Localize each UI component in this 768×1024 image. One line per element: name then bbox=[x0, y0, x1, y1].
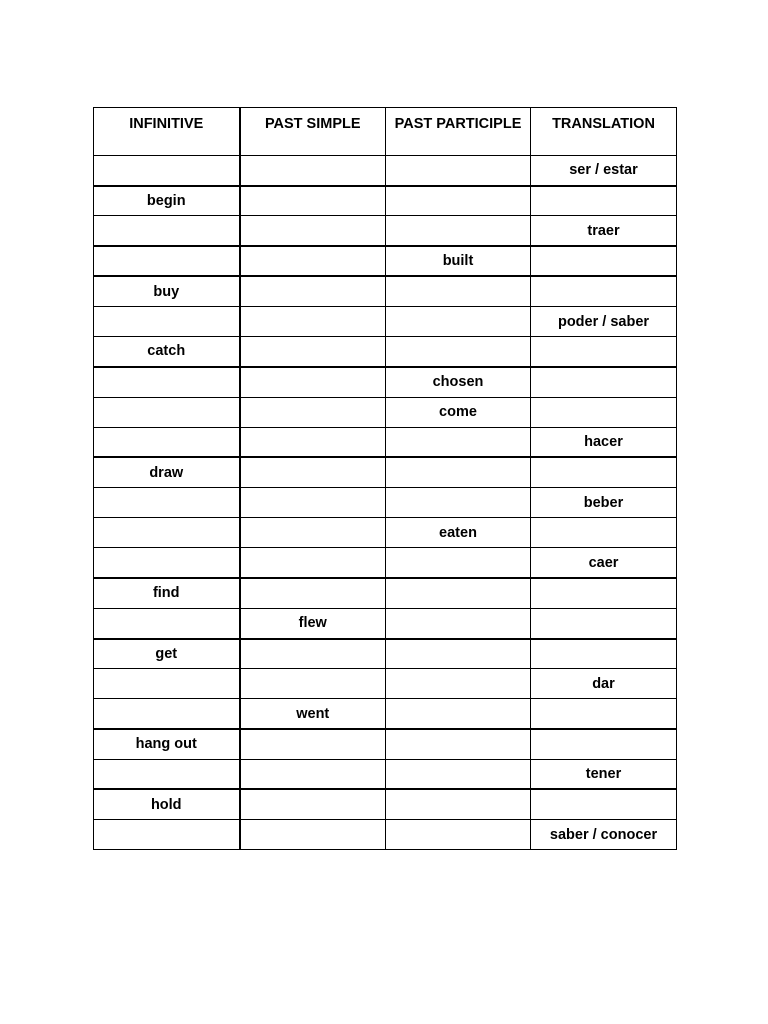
cell-infinitive bbox=[94, 548, 240, 578]
cell-past-participle bbox=[386, 639, 531, 669]
cell-translation: saber / conocer bbox=[531, 820, 677, 850]
cell-infinitive bbox=[94, 669, 240, 699]
header-row bbox=[94, 108, 677, 156]
table-row bbox=[94, 789, 677, 819]
cell-past-participle bbox=[386, 669, 531, 699]
cell-past-participle bbox=[386, 156, 531, 186]
cell-past-simple bbox=[240, 337, 386, 367]
table-row bbox=[94, 276, 677, 306]
cell-translation bbox=[531, 608, 677, 638]
table-row bbox=[94, 699, 677, 729]
table-row bbox=[94, 216, 677, 246]
cell-past-simple bbox=[240, 639, 386, 669]
cell-translation: dar bbox=[531, 669, 677, 699]
cell-past-participle: come bbox=[386, 397, 531, 427]
cell-translation bbox=[531, 367, 677, 397]
table-row bbox=[94, 759, 677, 789]
cell-past-participle bbox=[386, 729, 531, 759]
table-row bbox=[94, 186, 677, 216]
cell-infinitive: hold bbox=[94, 789, 240, 819]
table-row bbox=[94, 639, 677, 669]
table-row bbox=[94, 488, 677, 518]
cell-translation: poder / saber bbox=[531, 306, 677, 336]
table-row bbox=[94, 578, 677, 608]
cell-translation bbox=[531, 337, 677, 367]
cell-past-participle bbox=[386, 789, 531, 819]
cell-translation bbox=[531, 186, 677, 216]
cell-infinitive bbox=[94, 156, 240, 186]
cell-infinitive: hang out bbox=[94, 729, 240, 759]
cell-past-simple bbox=[240, 789, 386, 819]
table-row bbox=[94, 367, 677, 397]
cell-translation: hacer bbox=[531, 427, 677, 457]
cell-infinitive bbox=[94, 608, 240, 638]
cell-past-participle bbox=[386, 548, 531, 578]
cell-infinitive: buy bbox=[94, 276, 240, 306]
cell-translation: beber bbox=[531, 488, 677, 518]
header-past-simple: PAST SIMPLE bbox=[240, 108, 386, 156]
table-row bbox=[94, 729, 677, 759]
cell-translation bbox=[531, 457, 677, 487]
cell-translation bbox=[531, 699, 677, 729]
cell-past-participle bbox=[386, 699, 531, 729]
cell-infinitive bbox=[94, 397, 240, 427]
cell-past-simple bbox=[240, 457, 386, 487]
cell-infinitive bbox=[94, 427, 240, 457]
cell-infinitive bbox=[94, 216, 240, 246]
table-row bbox=[94, 397, 677, 427]
table-row bbox=[94, 608, 677, 638]
cell-infinitive: begin bbox=[94, 186, 240, 216]
cell-past-simple: flew bbox=[240, 608, 386, 638]
cell-past-simple bbox=[240, 306, 386, 336]
cell-translation bbox=[531, 518, 677, 548]
table-row bbox=[94, 246, 677, 276]
cell-translation bbox=[531, 639, 677, 669]
cell-past-participle: built bbox=[386, 246, 531, 276]
cell-infinitive bbox=[94, 820, 240, 850]
cell-translation bbox=[531, 397, 677, 427]
cell-past-participle: chosen bbox=[386, 367, 531, 397]
cell-translation bbox=[531, 729, 677, 759]
cell-past-simple bbox=[240, 729, 386, 759]
table-row bbox=[94, 337, 677, 367]
header-past-participle: PAST PARTICIPLE bbox=[386, 108, 531, 156]
cell-past-participle bbox=[386, 759, 531, 789]
cell-past-simple bbox=[240, 669, 386, 699]
cell-past-participle bbox=[386, 457, 531, 487]
cell-past-participle: eaten bbox=[386, 518, 531, 548]
table-row bbox=[94, 457, 677, 487]
cell-past-participle bbox=[386, 306, 531, 336]
cell-past-simple bbox=[240, 427, 386, 457]
cell-infinitive: catch bbox=[94, 337, 240, 367]
cell-past-simple bbox=[240, 518, 386, 548]
cell-past-simple bbox=[240, 820, 386, 850]
cell-infinitive: find bbox=[94, 578, 240, 608]
cell-infinitive bbox=[94, 518, 240, 548]
cell-infinitive bbox=[94, 759, 240, 789]
table-row bbox=[94, 548, 677, 578]
table-row bbox=[94, 820, 677, 850]
cell-translation: ser / estar bbox=[531, 156, 677, 186]
table-row bbox=[94, 518, 677, 548]
table-row bbox=[94, 669, 677, 699]
cell-infinitive: draw bbox=[94, 457, 240, 487]
header-infinitive: INFINITIVE bbox=[94, 108, 240, 156]
header-translation: TRANSLATION bbox=[531, 108, 677, 156]
cell-past-participle bbox=[386, 186, 531, 216]
table-row bbox=[94, 156, 677, 186]
cell-past-simple bbox=[240, 759, 386, 789]
cell-infinitive bbox=[94, 306, 240, 336]
cell-past-participle bbox=[386, 488, 531, 518]
table-body bbox=[94, 156, 677, 850]
cell-past-simple bbox=[240, 367, 386, 397]
cell-past-simple bbox=[240, 246, 386, 276]
cell-past-simple bbox=[240, 578, 386, 608]
cell-past-simple: went bbox=[240, 699, 386, 729]
table-row bbox=[94, 427, 677, 457]
cell-past-simple bbox=[240, 216, 386, 246]
cell-translation: tener bbox=[531, 759, 677, 789]
cell-past-simple bbox=[240, 156, 386, 186]
cell-infinitive: get bbox=[94, 639, 240, 669]
irregular-verbs-table bbox=[93, 107, 677, 850]
cell-past-simple bbox=[240, 548, 386, 578]
cell-infinitive bbox=[94, 488, 240, 518]
cell-infinitive bbox=[94, 367, 240, 397]
cell-translation bbox=[531, 789, 677, 819]
cell-translation bbox=[531, 276, 677, 306]
cell-infinitive bbox=[94, 699, 240, 729]
cell-translation bbox=[531, 578, 677, 608]
cell-translation: traer bbox=[531, 216, 677, 246]
cell-past-participle bbox=[386, 427, 531, 457]
table-row bbox=[94, 306, 677, 336]
cell-past-participle bbox=[386, 608, 531, 638]
cell-past-participle bbox=[386, 337, 531, 367]
cell-past-participle bbox=[386, 820, 531, 850]
cell-translation: caer bbox=[531, 548, 677, 578]
cell-past-simple bbox=[240, 488, 386, 518]
cell-past-simple bbox=[240, 397, 386, 427]
cell-past-participle bbox=[386, 276, 531, 306]
cell-infinitive bbox=[94, 246, 240, 276]
cell-past-simple bbox=[240, 186, 386, 216]
cell-past-participle bbox=[386, 578, 531, 608]
cell-past-simple bbox=[240, 276, 386, 306]
cell-translation bbox=[531, 246, 677, 276]
cell-past-participle bbox=[386, 216, 531, 246]
